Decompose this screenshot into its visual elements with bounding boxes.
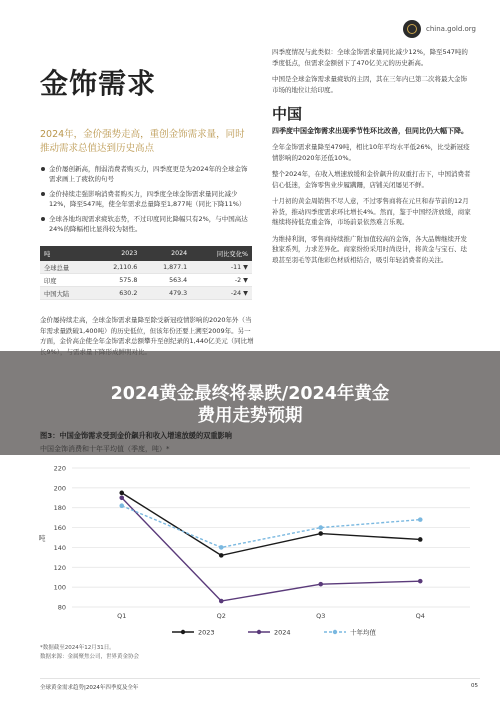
- table-header-row: [40, 246, 252, 261]
- footer-text: 全球黄金需求趋势|2024年四季度及全年: [40, 685, 139, 691]
- table-cell: 印度: [40, 274, 92, 287]
- brand-logo: [403, 20, 476, 38]
- data-point: [318, 582, 323, 587]
- legend-label: 2023: [198, 628, 215, 637]
- data-point: [318, 531, 323, 536]
- legend-marker: [257, 630, 261, 634]
- y-tick-label: 160: [53, 524, 66, 533]
- table-cell: 575.8: [92, 274, 142, 287]
- data-point: [318, 525, 323, 530]
- data-point: [418, 537, 423, 542]
- page-title: 金饰需求: [40, 67, 157, 100]
- legend-label: 2024: [274, 628, 291, 637]
- body-paragraph: 中国是全球金饰需求量疲软的主因，其在三年内已第二次将最大金饰市场的地位让给印度。: [272, 75, 467, 94]
- table-cell: -11 ▼: [191, 261, 252, 274]
- headline-line: 费用走势预期: [197, 406, 303, 426]
- x-tick-label: Q1: [117, 612, 127, 620]
- body-paragraph: 四季度情况与此类似：全球金饰需求量同比减少12%，降至547吨的季度低点，但需求金额创下了470亿美元的历史新高。: [272, 48, 468, 67]
- data-point: [418, 579, 423, 584]
- data-point: [119, 495, 124, 500]
- table-header-cell: 2023: [92, 246, 142, 261]
- legend-label: 十年均值: [350, 628, 376, 637]
- site-name: china.gold.org: [425, 25, 476, 33]
- gold-council-logo-icon: [403, 20, 421, 38]
- table-cell: 2,110.6: [92, 261, 142, 274]
- key-point: 金价持续走强影响消费者购买力，四季度全球金饰需求量同比减少12%，降至547吨，使全年需求总量降至1,877吨（同比下降11%）: [40, 189, 250, 209]
- series-line: [122, 493, 421, 556]
- y-tick-label: 120: [53, 563, 66, 572]
- figure-notes: [40, 644, 139, 661]
- table-cell: -2 ▼: [191, 274, 252, 287]
- table-cell: 630.2: [92, 287, 142, 300]
- y-axis-label: 吨: [38, 534, 46, 543]
- note-line: *数据截至2024年12月31日。: [40, 645, 115, 651]
- y-tick-label: 220: [53, 464, 66, 473]
- table-cell: 479.3: [141, 287, 191, 300]
- body-paragraph: 整个2024年，在收入增速放缓和金价飙升的双重打击下，中国消费者信心低迷，金饰零售业步履蹒跚，店铺关闭屡见不鲜。: [272, 170, 471, 189]
- x-tick-label: Q3: [316, 612, 326, 620]
- body-paragraph: 十月初的黄金周销售不尽人意，不过零售商将在元旦和春节前的12月补货，推动四季度需求环比增长4%。然而，鉴于中国经济放缓，商家继续将持低克重金饰，市场前景依然难言乐观。: [272, 197, 471, 226]
- figure-subtitle: 中国金饰消费和十年平均值（季度，吨）*: [40, 445, 170, 453]
- demand-table: [40, 246, 252, 300]
- table-cell: -24 ▼: [191, 287, 252, 300]
- table-row: [40, 261, 252, 274]
- section-title-china: 中国: [272, 105, 303, 123]
- table-row: [40, 287, 252, 300]
- series-line: [122, 506, 421, 548]
- table-cell: 563.4: [141, 274, 191, 287]
- body-paragraph: 为维持利润，零售商持续推广附加值较高的金饰，各大品牌继续开发独家系列，力求差异化。商家纷纷采用时尚设计，将黄金与宝石、珐琅甚至羽毛等其他彩色材质相结合，吸引年轻消费者的关注。: [272, 234, 467, 264]
- data-point: [119, 491, 124, 496]
- y-tick-label: 100: [53, 583, 66, 592]
- key-point: 金价屡创新高，削弱消费者购买力，四季度更是为2024年的全球金饰需求画上了疲软的句号: [40, 164, 250, 184]
- footer-divider: [40, 678, 480, 679]
- table-header-cell: 同比变化%: [191, 246, 252, 261]
- table-row: [40, 274, 252, 287]
- headline-line: 2024黄金最终将暴跌/2024年黄金: [110, 384, 390, 404]
- x-tick-label: Q4: [415, 612, 425, 620]
- data-point: [418, 517, 423, 522]
- table-cell: 全球总量: [40, 261, 92, 274]
- table-header-cell: 吨: [40, 246, 92, 261]
- section-lead: 四季度中国金饰需求出现季节性环比改善，但同比仍大幅下降。: [272, 126, 468, 135]
- section-subheading: 2024年，金价强势走高，重创金饰需求量，同时推动需求总值达到历史高点: [40, 129, 245, 154]
- page-number: 05: [471, 683, 478, 689]
- table-header-cell: 2024: [141, 246, 191, 261]
- data-point: [119, 503, 124, 508]
- y-tick-label: 200: [53, 484, 66, 493]
- line-chart: [30, 458, 480, 643]
- legend-marker: [333, 630, 337, 634]
- data-point: [219, 545, 224, 550]
- y-tick-label: 140: [53, 543, 66, 552]
- y-tick-label: 80: [57, 603, 66, 612]
- key-point: 全球各地均现需求疲软态势，不过印度同比降幅只有2%，与中国高达24%的降幅相比显得较为韧性。: [40, 214, 250, 234]
- legend-marker: [181, 630, 185, 634]
- x-tick-label: Q2: [216, 612, 226, 620]
- key-points-list: [40, 164, 250, 239]
- headline-overlay-text: [0, 383, 500, 427]
- note-line: 数据来源：金属聚焦公司，世界黄金协会: [40, 653, 140, 660]
- data-point: [219, 599, 224, 604]
- body-paragraph: 金价屡持续走高，全球金饰需求量降至除受新冠疫情影响的2020年外（当年需求量跌破1,400吨）的历史低位，但该年份还要上溯至2009年。另一方面，金价高企使全年金饰需求总额攀升至创纪录的1,440亿美元（同比增: [40, 316, 254, 345]
- table-cell: 1,877.1: [141, 261, 191, 274]
- right-column: [272, 47, 472, 271]
- table-cell: 中国大陆: [40, 287, 92, 300]
- series-line: [122, 498, 421, 601]
- body-paragraph: 全年金饰需求量降至479吨，相比10年平均水平低26%，比受新冠疫情影响的2020年还低10%。: [272, 143, 470, 162]
- data-point: [219, 553, 224, 558]
- figure-title: 图3：中国金饰需求受到金价飙升和收入增速放缓的双重影响: [40, 431, 232, 440]
- y-tick-label: 180: [53, 504, 66, 513]
